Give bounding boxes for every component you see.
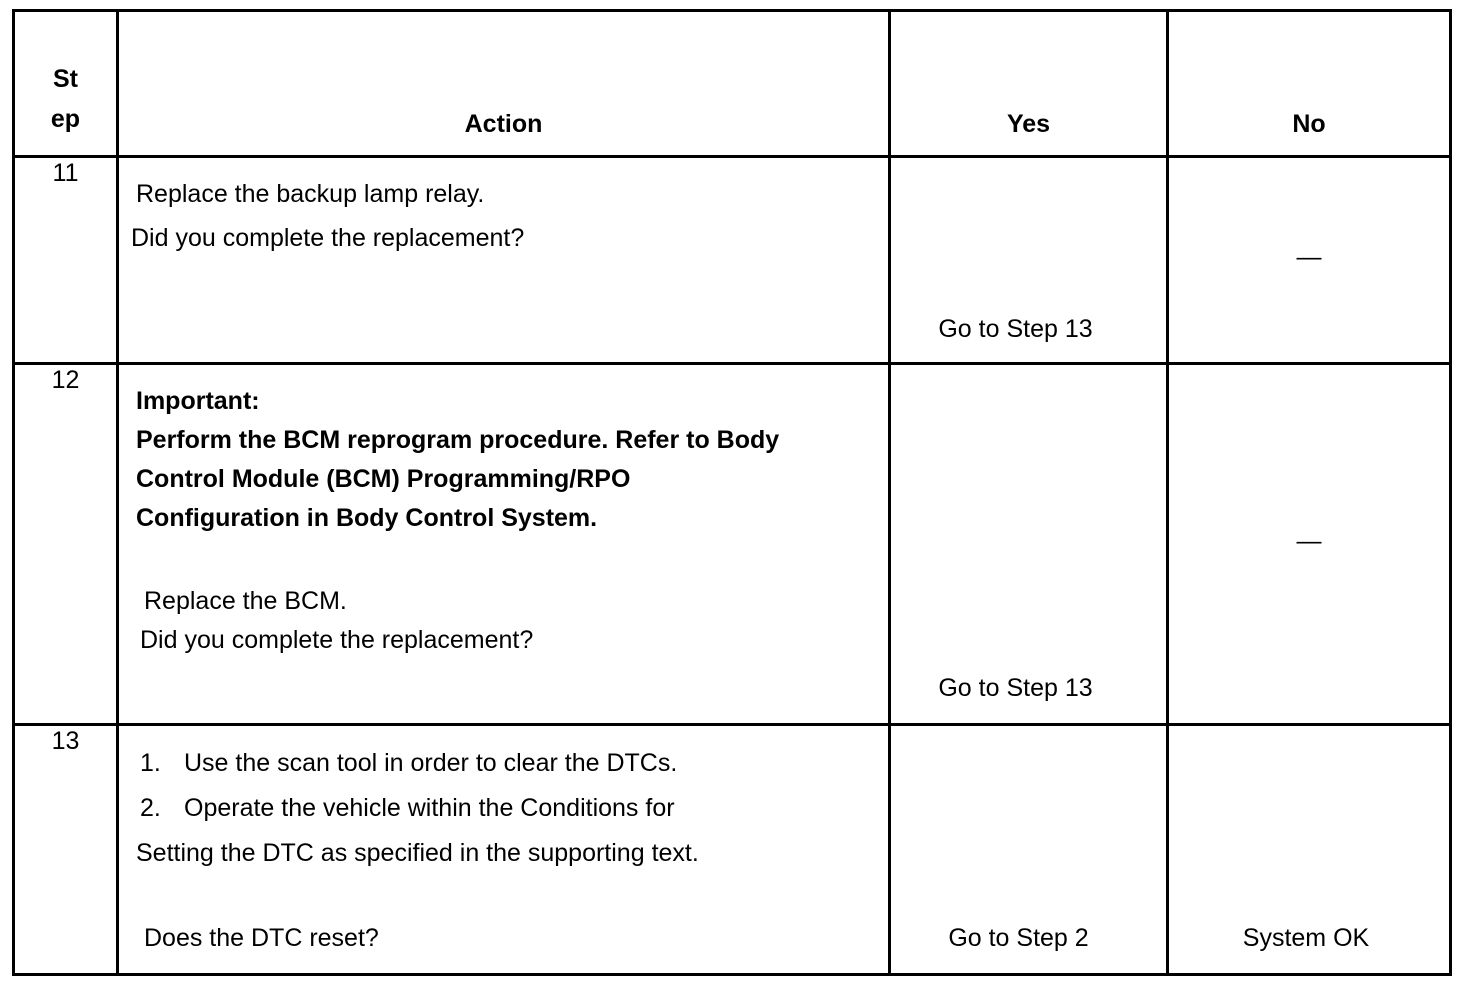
yes-cell: [890, 725, 1168, 975]
header-no: No: [1168, 11, 1451, 157]
important-text-line: Perform the BCM reprogram procedure. Refer to Body: [136, 426, 780, 454]
list-continuation: Setting the DTC as specified in the supporting text.: [136, 839, 699, 867]
no-cell: [1168, 157, 1451, 364]
table-row-step-11: [14, 157, 1451, 364]
yes-result: Go to Step 2: [948, 924, 1089, 952]
no-cell: [1168, 364, 1451, 725]
table-row-step-13: [14, 725, 1451, 975]
action-cell: [118, 157, 890, 364]
action-cell: [118, 364, 890, 725]
header-row: [14, 11, 1451, 157]
action-question: Did you complete the replacement?: [131, 224, 525, 252]
list-item-text: Operate the vehicle within the Conditions for: [184, 794, 675, 822]
yes-result: Go to Step 13: [938, 315, 1093, 343]
no-result: —: [1296, 243, 1322, 271]
action-cell: [118, 725, 890, 975]
action-line: Replace the BCM.: [144, 587, 347, 615]
list-item-number: 1.: [140, 749, 161, 777]
step-number: 11: [14, 157, 118, 364]
no-result: System OK: [1242, 924, 1370, 952]
step-number: 12: [14, 364, 118, 725]
header-action: Action: [118, 11, 890, 157]
header-step: [14, 11, 118, 157]
yes-result: Go to Step 13: [938, 674, 1093, 702]
action-question: Does the DTC reset?: [144, 924, 379, 952]
important-label: Important:: [136, 387, 260, 415]
header-yes: Yes: [890, 11, 1168, 157]
header-step-line1: St: [53, 65, 78, 93]
yes-cell: [890, 364, 1168, 725]
diagnostic-procedure-table: [12, 9, 1452, 976]
list-item: [140, 748, 677, 778]
table-row-step-12: [14, 364, 1451, 725]
important-text-line: Configuration in Body Control System.: [136, 504, 598, 532]
action-line: Replace the backup lamp relay.: [136, 180, 485, 208]
action-question: Did you complete the replacement?: [140, 626, 534, 654]
step-number: 13: [14, 725, 118, 975]
list-item: [140, 793, 675, 823]
list-item-text: Use the scan tool in order to clear the DTCs.: [184, 749, 678, 777]
header-step-line2: ep: [50, 105, 81, 133]
list-item-number: 2.: [140, 794, 161, 822]
no-cell: [1168, 725, 1451, 975]
yes-cell: [890, 157, 1168, 364]
important-text-line: Control Module (BCM) Programming/RPO: [136, 465, 631, 493]
no-result: —: [1296, 527, 1322, 555]
